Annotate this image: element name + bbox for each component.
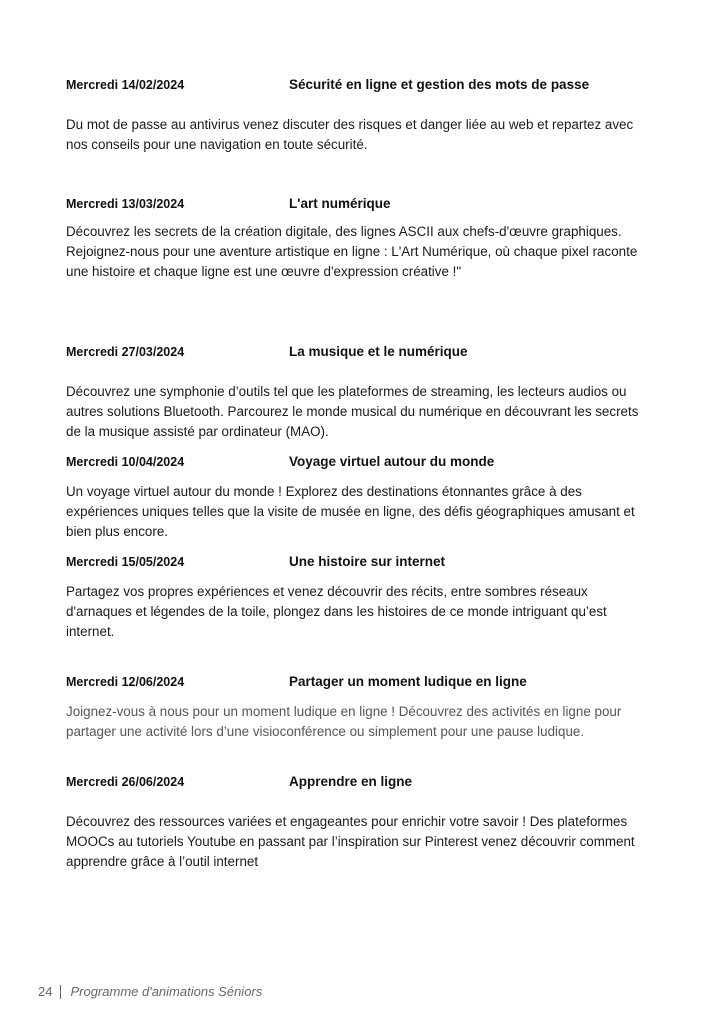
event-date: Mercredi 27/03/2024	[66, 345, 185, 359]
event-description: Partagez vos propres expériences et venez découvrir des récits, entre sombres réseaux d'arnaques et légendes de la toile, plongez dans les histoires de ce monde intriguant qu’est internet.	[66, 584, 607, 639]
event-date: Mercredi 14/02/2024	[66, 78, 185, 92]
event-title: Une histoire sur internet	[289, 554, 446, 569]
event-description: Du mot de passe au antivirus venez discuter des risques et danger liée au web et repartez avec nos conseils pour une navigation en toute sécurité.	[66, 117, 634, 152]
event-description: Découvrez les secrets de la création digitale, des lignes ASCII aux chefs-d'œuvre graphiques. Rejoignez-nous pour une aventure artistique en ligne : L'Art Numérique, où chaque pixel raconte une histoire et chaque ligne est une œuvre d'expression créative !"	[66, 224, 638, 279]
page-number: 24	[38, 984, 53, 999]
event-header	[66, 452, 646, 472]
event-date: Mercredi 26/06/2024	[66, 775, 185, 789]
event-title: Apprendre en ligne	[289, 774, 413, 789]
event-entry	[66, 342, 646, 442]
event-description: Découvrez des ressources variées et engageantes pour enrichir votre savoir ! Des plateformes MOOCs au tutoriels Youtube en passant par l’inspiration sur Pinterest venez découvrir comment apprendre grâce à l’outil internet	[66, 814, 635, 869]
event-header	[66, 75, 646, 95]
event-entry	[66, 75, 646, 155]
event-description: Joignez-vous à nous pour un moment ludique en ligne ! Découvrez des activités en ligne pour partager une activité lors d’une visioconférence ou simplement pour une pause ludique.	[66, 704, 622, 739]
event-description: Un voyage virtuel autour du monde ! Explorez des destinations étonnantes grâce à des expériences uniques telles que la visite de musée en ligne, des défis géographiques amusant et bien plus encore.	[66, 484, 635, 539]
event-date: Mercredi 10/04/2024	[66, 455, 185, 469]
event-title: Sécurité en ligne et gestion des mots de passe	[289, 77, 590, 92]
footer-label: Programme d'animations Séniors	[70, 984, 263, 999]
event-header	[66, 194, 646, 214]
page-footer	[38, 982, 262, 1002]
event-header	[66, 772, 646, 792]
event-entry	[66, 194, 646, 282]
event-entry	[66, 452, 646, 542]
footer-divider	[60, 985, 61, 999]
event-header	[66, 342, 646, 362]
event-title: La musique et le numérique	[289, 344, 468, 359]
event-date: Mercredi 15/05/2024	[66, 555, 185, 569]
event-title: L'art numérique	[289, 196, 391, 211]
event-title: Partager un moment ludique en ligne	[289, 674, 527, 689]
event-date: Mercredi 12/06/2024	[66, 675, 185, 689]
event-entry	[66, 772, 646, 872]
event-header	[66, 552, 646, 572]
event-title: Voyage virtuel autour du monde	[289, 454, 495, 469]
event-description: Découvrez une symphonie d’outils tel que les plateformes de streaming, les lecteurs audios ou autres solutions Bluetooth. Parcourez le monde musical du numérique en découvrant les secrets de la musique assisté par ordinateur (MAO).	[66, 384, 639, 439]
event-header	[66, 672, 646, 692]
event-date: Mercredi 13/03/2024	[66, 197, 185, 211]
event-entry	[66, 672, 646, 742]
event-entry	[66, 552, 646, 642]
